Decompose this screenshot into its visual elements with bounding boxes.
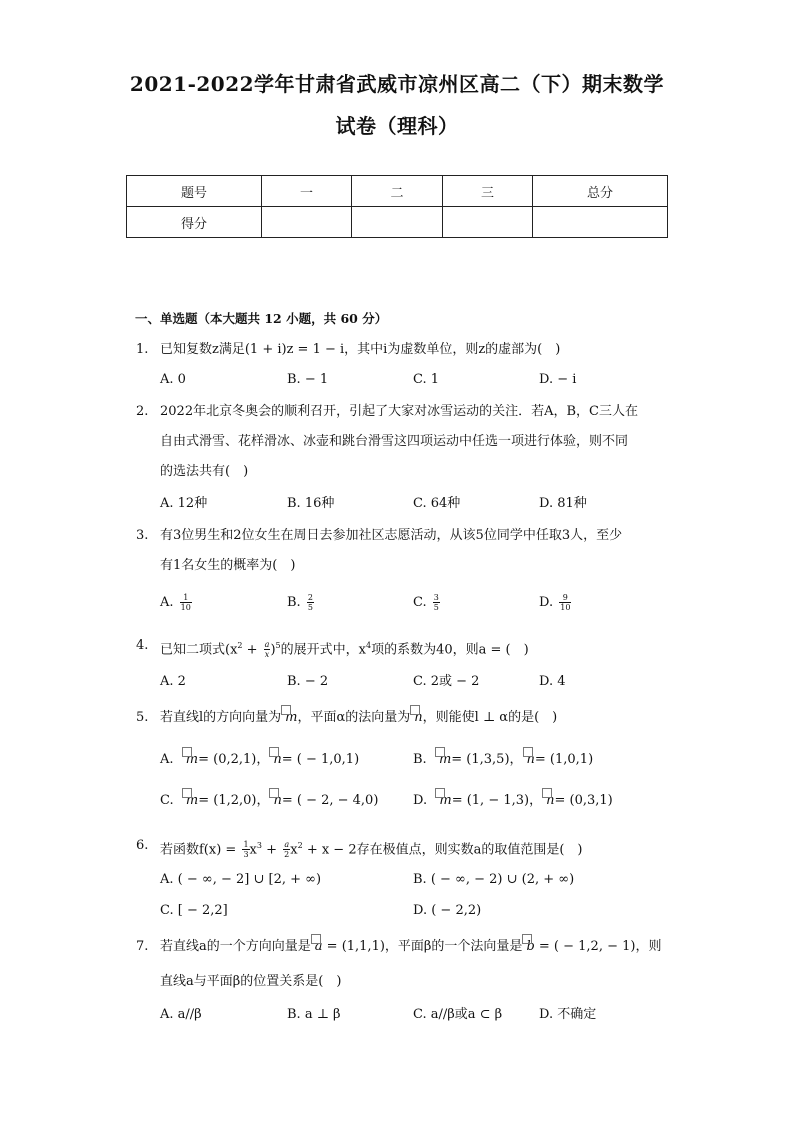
vector-symbol: n — [526, 752, 535, 767]
text-run: 已知二项式(x — [160, 642, 238, 658]
text-run: + — [242, 642, 262, 658]
fraction — [433, 593, 440, 612]
option-d — [413, 792, 613, 810]
text-run: = (1,1,1)，平面β的一个法向量是 — [322, 939, 523, 954]
vector-arrow-icon — [523, 747, 533, 757]
option-a: A. 2 — [160, 674, 186, 689]
option-letter: D. — [539, 595, 554, 610]
option-letter: C. — [413, 595, 427, 610]
question-text: 有3位男生和2位女生在周日去参加社区志愿活动，从该5位同学中任取3人，至少 — [160, 528, 623, 543]
score-table-score-row — [127, 207, 668, 238]
fraction-numerator: 1 — [180, 593, 192, 603]
score-table-header-row — [127, 176, 668, 207]
text-run: = ( − 1,0,1) — [281, 752, 360, 767]
question-number: 7. — [136, 939, 149, 954]
option-a — [160, 593, 192, 612]
score-table-cell — [352, 207, 443, 238]
option-a — [160, 751, 359, 769]
score-table — [126, 175, 668, 238]
vector-symbol: m — [439, 793, 452, 808]
score-table-cell: 一 — [262, 176, 352, 207]
question-text: 的选法共有( ) — [160, 464, 249, 479]
vector-symbol: n — [273, 793, 282, 808]
fraction-denominator: 10 — [560, 603, 571, 612]
option-a: A. a//β — [160, 1007, 202, 1022]
fraction-numerator: 9 — [559, 593, 571, 603]
option-d: D. 81种 — [539, 496, 587, 511]
score-table-cell — [262, 207, 352, 238]
text-run: = ( − 2, − 4,0) — [281, 793, 379, 808]
score-table-cell: 总分 — [533, 176, 668, 207]
text-run: ) — [270, 642, 276, 658]
vector-symbol: m — [438, 752, 452, 767]
text-run: = (1, − 1,3)， — [451, 793, 543, 808]
fraction-denominator: 3 — [243, 850, 249, 860]
option-c — [413, 593, 440, 612]
option-c: C. 1 — [413, 372, 440, 387]
fraction-numerator: 2 — [307, 593, 313, 602]
score-table-cell: 题号 — [127, 176, 262, 207]
score-table-cell — [443, 207, 533, 238]
vector-arrow-icon — [311, 934, 321, 944]
option-d: D. ( − 2,2) — [413, 903, 482, 918]
option-letter: B. — [413, 752, 427, 767]
question-number: 3. — [136, 528, 149, 543]
vector-symbol: a — [314, 939, 323, 954]
option-letter: B. — [287, 595, 301, 610]
vector-arrow-icon — [542, 788, 552, 798]
option-letter: A. — [160, 752, 174, 767]
score-table-cell — [533, 207, 668, 238]
vector-arrow-icon — [522, 934, 532, 944]
option-c: C. a//β或a ⊂ β — [413, 1007, 503, 1022]
superscript: 3 — [256, 841, 262, 850]
vector-arrow-icon — [281, 705, 291, 715]
text-run: = ( − 1,2, − 1)，则 — [534, 939, 662, 954]
fraction-denominator: 10 — [180, 603, 191, 612]
option-a: A. ( − ∞, − 2] ∪ [2, + ∞) — [160, 872, 322, 887]
section-heading: 一、单选题（本大题共 12 小题，共 60 分） — [135, 311, 388, 326]
text-run: = (0,2,1)， — [198, 752, 270, 767]
question-text: 直线a与平面β的位置关系是( ) — [160, 974, 342, 989]
fraction — [307, 593, 314, 612]
vector-arrow-icon — [182, 788, 192, 798]
option-b: B. − 2 — [287, 674, 329, 689]
text-run: 的展开式中，x — [280, 642, 366, 658]
vector-symbol: n — [546, 793, 555, 808]
option-c: C. 2或 − 2 — [413, 674, 480, 689]
question-number: 4. — [136, 638, 149, 653]
question-number: 6. — [136, 838, 149, 853]
question-text — [160, 637, 529, 659]
question-text: 自由式滑雪、花样滑冰、冰壶和跳台滑雪这四项运动中任选一项进行体验，则不同 — [160, 434, 629, 449]
fraction — [242, 840, 249, 859]
superscript: 2 — [237, 641, 243, 650]
score-table-cell: 二 — [352, 176, 443, 207]
option-letter: C. — [160, 793, 174, 808]
vector-arrow-icon — [269, 788, 279, 798]
vector-symbol: n — [273, 752, 282, 767]
fraction-numerator: a — [284, 840, 290, 850]
question-number: 2. — [136, 404, 149, 419]
option-letter: D. — [413, 793, 428, 808]
text-run: = (0,3,1) — [554, 793, 613, 808]
vector-symbol: n — [414, 710, 423, 725]
vector-symbol: m — [185, 752, 199, 767]
exam-title-line1: 2021-2022学年甘肃省武威市凉州区高二（下）期末数学 — [129, 72, 665, 96]
option-c: C. 64种 — [413, 496, 461, 511]
text-run: + x − 2存在极值点，则实数a的取值范围是( ) — [302, 842, 583, 858]
fraction-numerator: a — [264, 640, 270, 650]
option-b — [413, 751, 593, 769]
vector-arrow-icon — [269, 747, 279, 757]
text-run: 项的系数为40，则a = ( ) — [371, 642, 529, 658]
fraction-denominator: 5 — [433, 603, 439, 612]
option-b: B. ( − ∞, − 2) ∪ (2, + ∞) — [413, 872, 575, 887]
option-b: B. 16种 — [287, 496, 335, 511]
exam-title-line2: 试卷（理科） — [335, 114, 459, 138]
option-letter: A. — [160, 595, 174, 610]
text-run: + — [261, 842, 282, 858]
option-b — [287, 593, 314, 612]
question-number: 1. — [136, 342, 149, 357]
option-a: A. 12种 — [160, 496, 208, 511]
vector-arrow-icon — [182, 747, 192, 757]
question-text — [160, 709, 557, 727]
question-number: 5. — [136, 710, 149, 725]
question-text: 有1名女生的概率为( ) — [160, 558, 296, 573]
superscript: 5 — [275, 641, 281, 650]
vector-symbol: b — [526, 939, 535, 954]
option-c: C. [ − 2,2] — [160, 903, 228, 918]
fraction-denominator: 5 — [307, 603, 313, 612]
vector-arrow-icon — [435, 747, 445, 757]
vector-symbol: m — [185, 793, 199, 808]
superscript: 4 — [365, 641, 372, 650]
option-c — [160, 792, 378, 810]
fraction — [559, 593, 571, 612]
text-run: x — [290, 842, 298, 858]
option-a: A. 0 — [160, 372, 186, 387]
vector-symbol: m — [285, 710, 298, 725]
text-run: 若函数f(x) = — [160, 842, 241, 858]
fraction-numerator: 1 — [243, 840, 249, 850]
question-text — [160, 938, 661, 956]
text-run: 若直线a的一个方向向量是 — [160, 939, 311, 954]
text-run: x — [249, 842, 257, 858]
fraction-numerator: 3 — [433, 593, 439, 602]
vector-arrow-icon — [435, 788, 445, 798]
score-table-cell: 三 — [443, 176, 533, 207]
question-text — [160, 837, 583, 859]
option-b: B. − 1 — [287, 372, 329, 387]
option-b: B. a ⊥ β — [287, 1007, 341, 1022]
vector-arrow-icon — [410, 705, 420, 715]
superscript: 2 — [297, 841, 303, 850]
option-d: D. 不确定 — [539, 1007, 597, 1022]
question-text: 2022年北京冬奥会的顺利召开，引起了大家对冰雪运动的关注．若A，B，C三人在 — [160, 404, 638, 419]
fraction — [180, 593, 192, 612]
text-run: 若直线l的方向向量为 — [160, 710, 282, 725]
question-text: 已知复数z满足(1 + i)z = 1 − i，其中i为虚数单位，则z的虚部为( ) — [160, 342, 561, 357]
option-d: D. − i — [539, 372, 577, 387]
text-run: = (1,2,0)， — [198, 793, 270, 808]
option-d: D. 4 — [539, 674, 566, 689]
text-run: ，平面α的法向量为 — [297, 710, 411, 725]
score-table-cell: 得分 — [127, 207, 262, 238]
option-d — [539, 593, 571, 612]
fraction-denominator: 2 — [284, 850, 290, 860]
fraction-denominator: x — [264, 650, 270, 660]
text-run: ，则能使l ⊥ α的是( ) — [422, 710, 558, 725]
text-run: = (1,3,5)， — [451, 752, 523, 767]
text-run: = (1,0,1) — [534, 752, 594, 767]
